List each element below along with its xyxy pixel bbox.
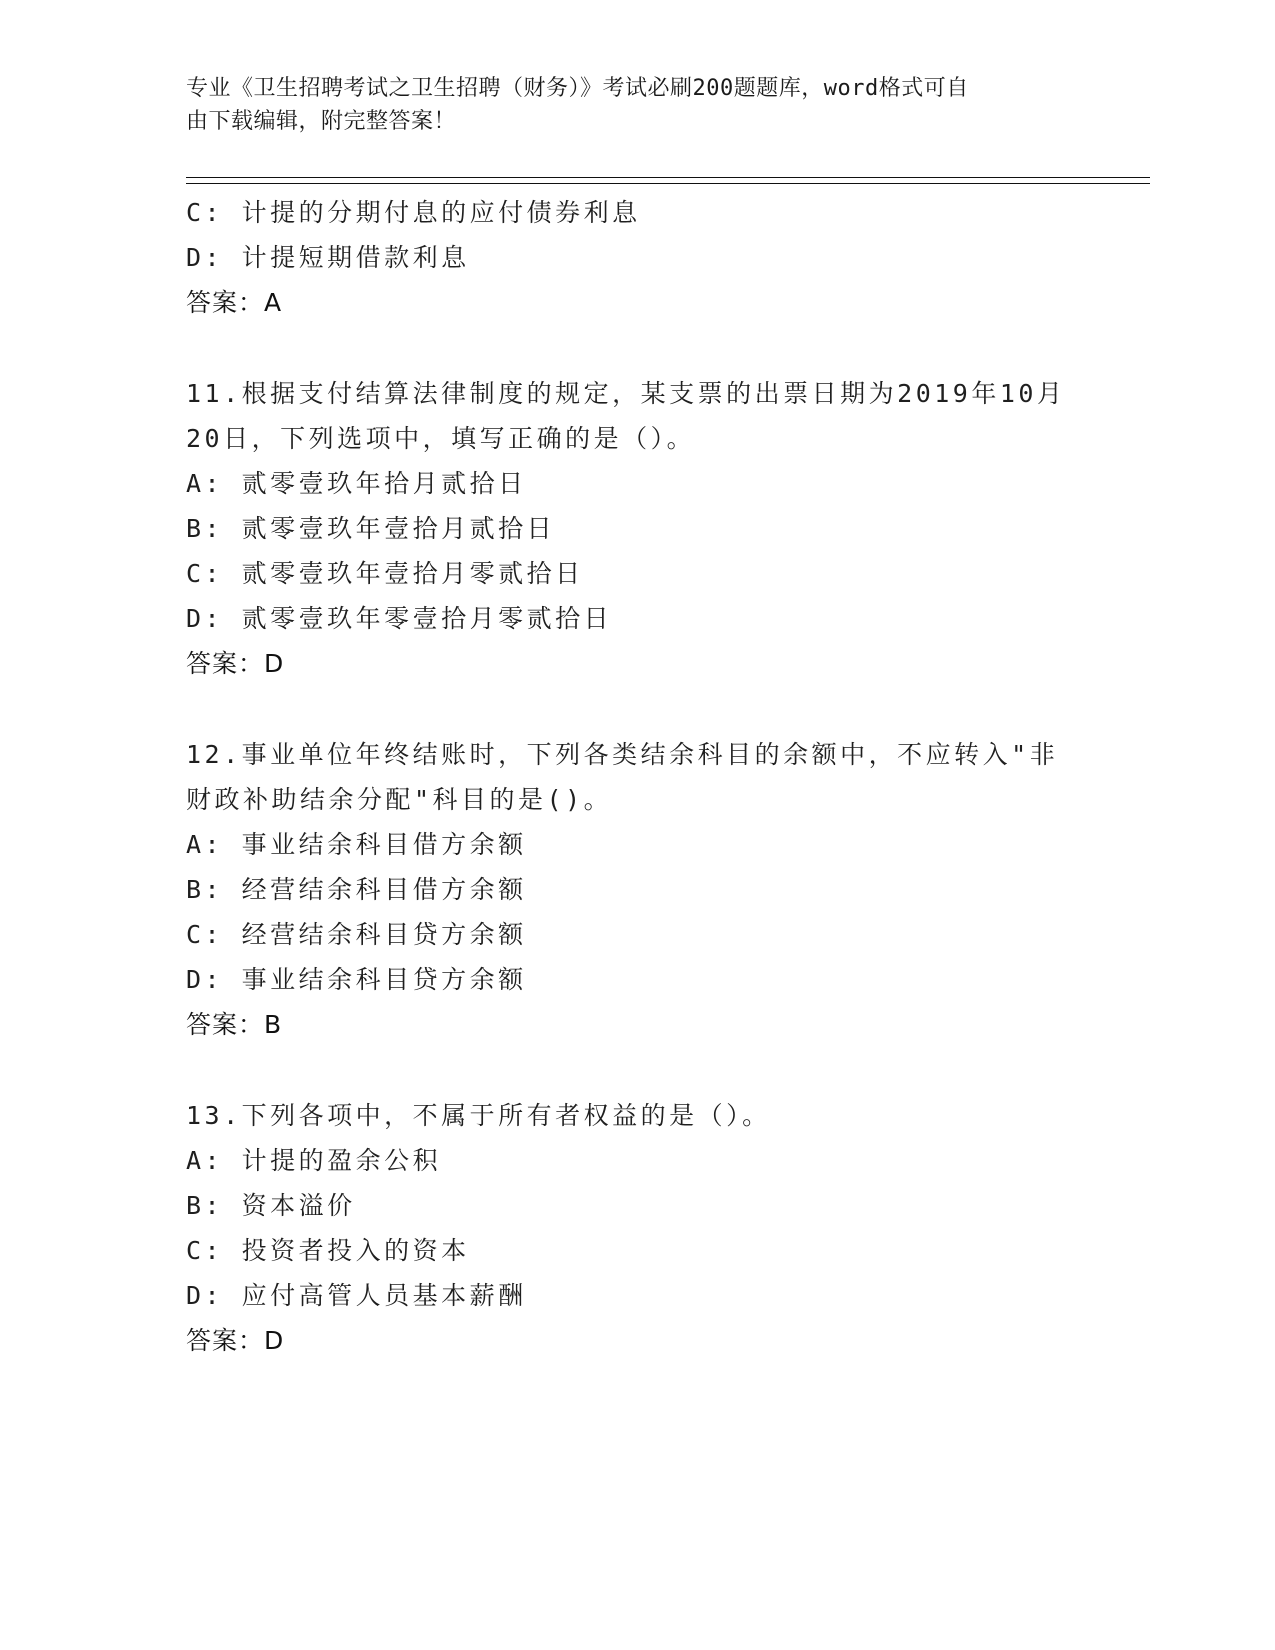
answer-label: 答案：B	[186, 1010, 283, 1039]
option-a: A: 事业结余科目借方余额	[186, 830, 527, 859]
question-stem-line-1: 11.根据支付结算法律制度的规定，某支票的出票日期为2019年10月	[186, 379, 1066, 408]
question-12	[186, 732, 1086, 1047]
option-b: B: 资本溢价	[186, 1191, 356, 1220]
question-13	[186, 1093, 1086, 1363]
header-divider-top	[186, 177, 1150, 178]
previous-question-tail	[186, 190, 1086, 325]
option-d: D: 计提短期借款利息	[186, 243, 470, 272]
page-header	[186, 72, 1066, 138]
header-line-2: 由下载编辑，附完整答案！	[186, 109, 457, 134]
question-stem-line-2: 财政补助结余分配"科目的是()。	[186, 785, 613, 814]
option-d: D: 贰零壹玖年零壹拾月零贰拾日	[186, 604, 613, 633]
question-stem-line-2: 20日，下列选项中，填写正确的是（）。	[186, 424, 696, 453]
question-11	[186, 371, 1086, 686]
option-a: A: 贰零壹玖年拾月贰拾日	[186, 469, 527, 498]
question-stem-line-1: 13.下列各项中，不属于所有者权益的是（）。	[186, 1101, 771, 1130]
option-c: C: 经营结余科目贷方余额	[186, 920, 527, 949]
answer-label: 答案：D	[186, 1326, 285, 1355]
question-stem-line-1: 12.事业单位年终结账时，下列各类结余科目的余额中，不应转入"非	[186, 740, 1059, 769]
option-d: D: 事业结余科目贷方余额	[186, 965, 527, 994]
answer-label: 答案：A	[186, 288, 283, 317]
option-d: D: 应付高管人员基本薪酬	[186, 1281, 527, 1310]
header-line-1: 专业《卫生招聘考试之卫生招聘（财务）》考试必刷200题题库，word格式可自	[186, 76, 969, 101]
question-list	[186, 190, 1086, 1363]
option-c: C: 贰零壹玖年壹拾月零贰拾日	[186, 559, 584, 588]
option-c: C: 计提的分期付息的应付债券利息	[186, 198, 641, 227]
option-b: B: 经营结余科目借方余额	[186, 875, 527, 904]
option-c: C: 投资者投入的资本	[186, 1236, 470, 1265]
answer-label: 答案：D	[186, 649, 285, 678]
header-divider-bottom	[186, 183, 1150, 184]
option-b: B: 贰零壹玖年壹拾月贰拾日	[186, 514, 556, 543]
option-a: A: 计提的盈余公积	[186, 1146, 442, 1175]
